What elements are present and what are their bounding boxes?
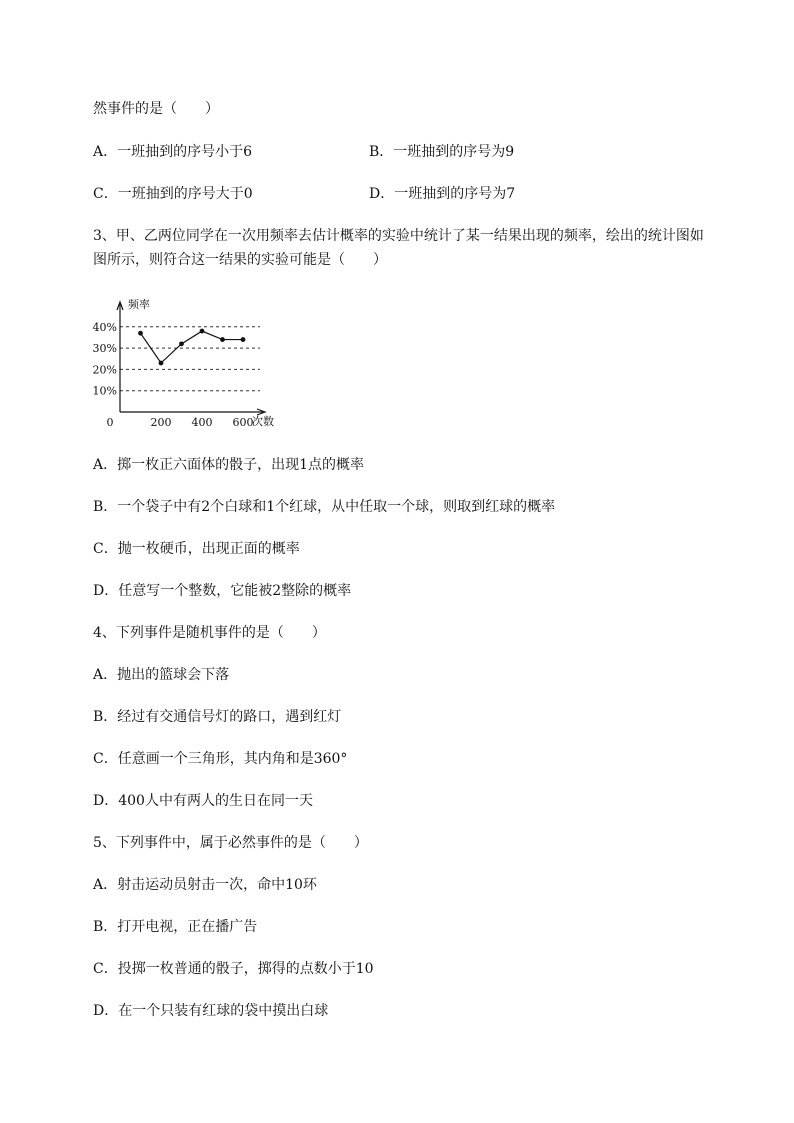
q5-option-b: B．打开电视，正在播广告 xyxy=(93,919,258,935)
y-tick-label: 30% xyxy=(92,342,117,356)
q3-option-d: D．任意写一个整数，它能被2整除的概率 xyxy=(93,583,352,599)
x-tick-label: 200 xyxy=(150,416,172,429)
q4-option-a: A．抛出的篮球会下落 xyxy=(93,667,230,683)
q3-option-a: A．掷一枚正六面体的骰子，出现1点的概率 xyxy=(93,457,365,473)
q4-option-c: C．任意画一个三角形，其内角和是360° xyxy=(93,751,348,767)
q5-stem: 5、下列事件中，属于必然事件的是（ ） xyxy=(93,835,368,851)
q2-option-c: C．一班抽到的序号大于0 xyxy=(93,186,253,202)
data-point xyxy=(179,341,184,346)
data-point xyxy=(220,337,225,342)
y-tick-label: 20% xyxy=(92,363,117,377)
q4-option-d: D．400人中有两人的生日在同一天 xyxy=(93,793,313,809)
chart-y-axis-label: 频率 xyxy=(128,298,150,311)
data-point xyxy=(138,331,143,336)
q3-stem-line1: 3、甲、乙两位同学在一次用频率去估计概率的实验中统计了某一结果出现的频率，绘出的统计图如 xyxy=(93,228,704,244)
q3-stem-line2: 图所示，则符合这一结果的实验可能是（ ） xyxy=(93,252,387,268)
y-tick-label: 40% xyxy=(92,320,117,334)
q2-option-a: A．一班抽到的序号小于6 xyxy=(93,144,253,160)
chart-x-ticks xyxy=(107,416,254,429)
q3-option-c: C．抛一枚硬币，出现正面的概率 xyxy=(93,541,300,557)
x-tick-label: 400 xyxy=(191,416,213,429)
frequency-line-chart xyxy=(88,292,298,432)
q2-option-b: B．一班抽到的序号为9 xyxy=(369,144,515,160)
q2-option-d: D．一班抽到的序号为7 xyxy=(369,186,516,202)
chart-series xyxy=(138,329,245,366)
data-point xyxy=(200,329,205,334)
q2-stem-tail: 然事件的是（ ） xyxy=(93,101,219,117)
series-line xyxy=(141,331,244,363)
q5-option-d: D．在一个只装有红球的袋中摸出白球 xyxy=(93,1003,329,1019)
x-tick-label: 600 xyxy=(232,416,254,429)
data-point xyxy=(241,337,246,342)
chart-y-ticks xyxy=(93,321,117,398)
q5-option-a: A．射击运动员射击一次，命中10环 xyxy=(93,877,317,893)
y-tick-label: 10% xyxy=(92,384,117,398)
chart-grid xyxy=(120,327,260,391)
q4-option-b: B．经过有交通信号灯的路口，遇到红灯 xyxy=(93,709,342,725)
data-point xyxy=(159,361,164,366)
q4-stem: 4、下列事件是随机事件的是（ ） xyxy=(93,625,326,641)
x-tick-label: 0 xyxy=(106,416,114,429)
chart-axes xyxy=(117,302,265,415)
q3-option-b: B．一个袋子中有2个白球和1个红球，从中任取一个球，则取到红球的概率 xyxy=(93,499,556,515)
chart-x-axis-label: 次数 xyxy=(252,415,274,428)
q5-option-c: C．投掷一枚普通的骰子，掷得的点数小于10 xyxy=(93,961,374,977)
